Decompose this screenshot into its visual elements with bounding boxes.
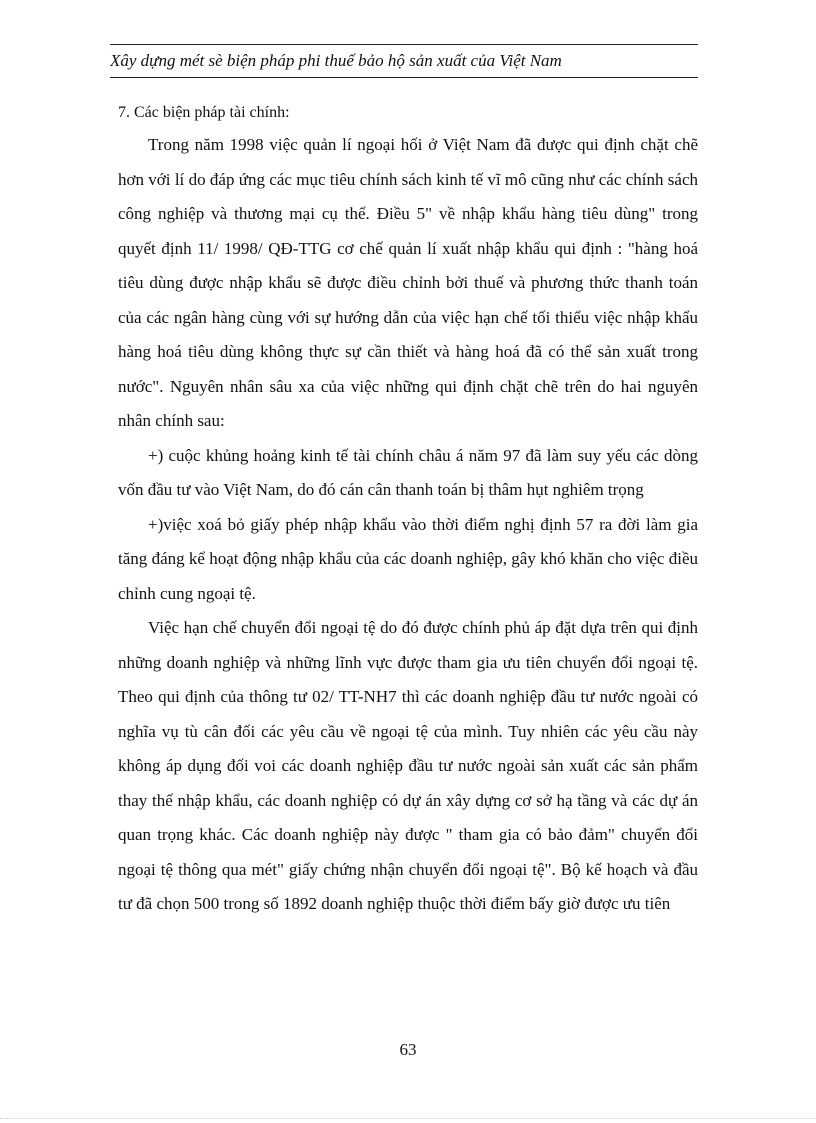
- section-heading: 7. Các biện pháp tài chính:: [118, 104, 290, 121]
- bullet-item-1: +) cuộc khủng hoảng kinh tế tài chính châu á năm 97 đã làm suy yếu các dòng vốn đầu tư vào Việt Nam, do đó cán cân thanh toán bị thâm hụt nghiêm trọng: [118, 445, 698, 499]
- page-bottom-border: [0, 1118, 816, 1119]
- paragraph-1: Trong năm 1998 việc quản lí ngoại hối ở Việt Nam đã được qui định chặt chẽ hơn với lí do đáp ứng các mục tiêu chính sách kinh tế vĩ mô cũng như các chính sách công nghiệp và thương mại cụ thể. Điều 5" về nhập khẩu hàng tiêu dùng" trong quyết định 11/ 1998/ QĐ-TTG cơ chế quản lí xuất nhập khẩu qui định : "hàng hoá tiêu dùng được nhập khẩu sẽ được điều chỉnh bởi thuế và phương thức thanh toán của các ngân hàng cùng với sự hướng dẫn của việc hạn chế tối thiểu việc nhập khẩu hàng hoá tiêu dùng không thực sự cần thiết và hàng hoá đã có thể sản xuất trong nước". Nguyên nhân sâu xa của việc những qui định chặt chẽ trên do hai nguyên nhân chính sau:: [118, 135, 698, 430]
- paragraph-2: Việc hạn chế chuyển đổi ngoại tệ do đó được chính phủ áp đặt dựa trên qui định những doanh nghiệp và những lĩnh vực được tham gia ưu tiên chuyển đổi ngoại tệ. Theo qui định của thông tư 02/ TT-NH7 thì các doanh nghiệp đầu tư nước ngoài có nghĩa vụ tù cân đối các yêu cầu về ngoại tệ của mình. Tuy nhiên các yêu cầu này không áp dụng đối voi các doanh nghiệp đầu tư nước ngoài sản xuất các sản phẩm thay thế nhập khẩu, các doanh nghiệp có dự án xây dựng cơ sở hạ tầng và các dự án quan trọng khác. Các doanh nghiệp này được " tham gia có bảo đảm" chuyển đổi ngoại tệ thông qua mét" giấy chứng nhận chuyển đổi ngoại tệ". Bộ kế hoạch và đầu tư đã chọn 500 trong số 1892 doanh nghiệp thuộc thời điểm bấy giờ được ưu tiên: [118, 618, 698, 913]
- bullet-item-2: +)việc xoá bỏ giấy phép nhập khẩu vào thời điểm nghị định 57 ra đời làm gia tăng đáng kể hoạt động nhập khẩu của các doanh nghiệp, gây khó khăn cho việc điều chỉnh cung ngoại tệ.: [118, 514, 698, 603]
- body-text: [118, 98, 698, 922]
- page-number: 63: [399, 1040, 417, 1059]
- header-rule-top: [110, 44, 698, 45]
- running-header-title: Xây dựng mét sè biện pháp phi thuế bảo hộ sản xuất của Việt Nam: [110, 51, 562, 70]
- header-rule-bottom: [110, 77, 698, 78]
